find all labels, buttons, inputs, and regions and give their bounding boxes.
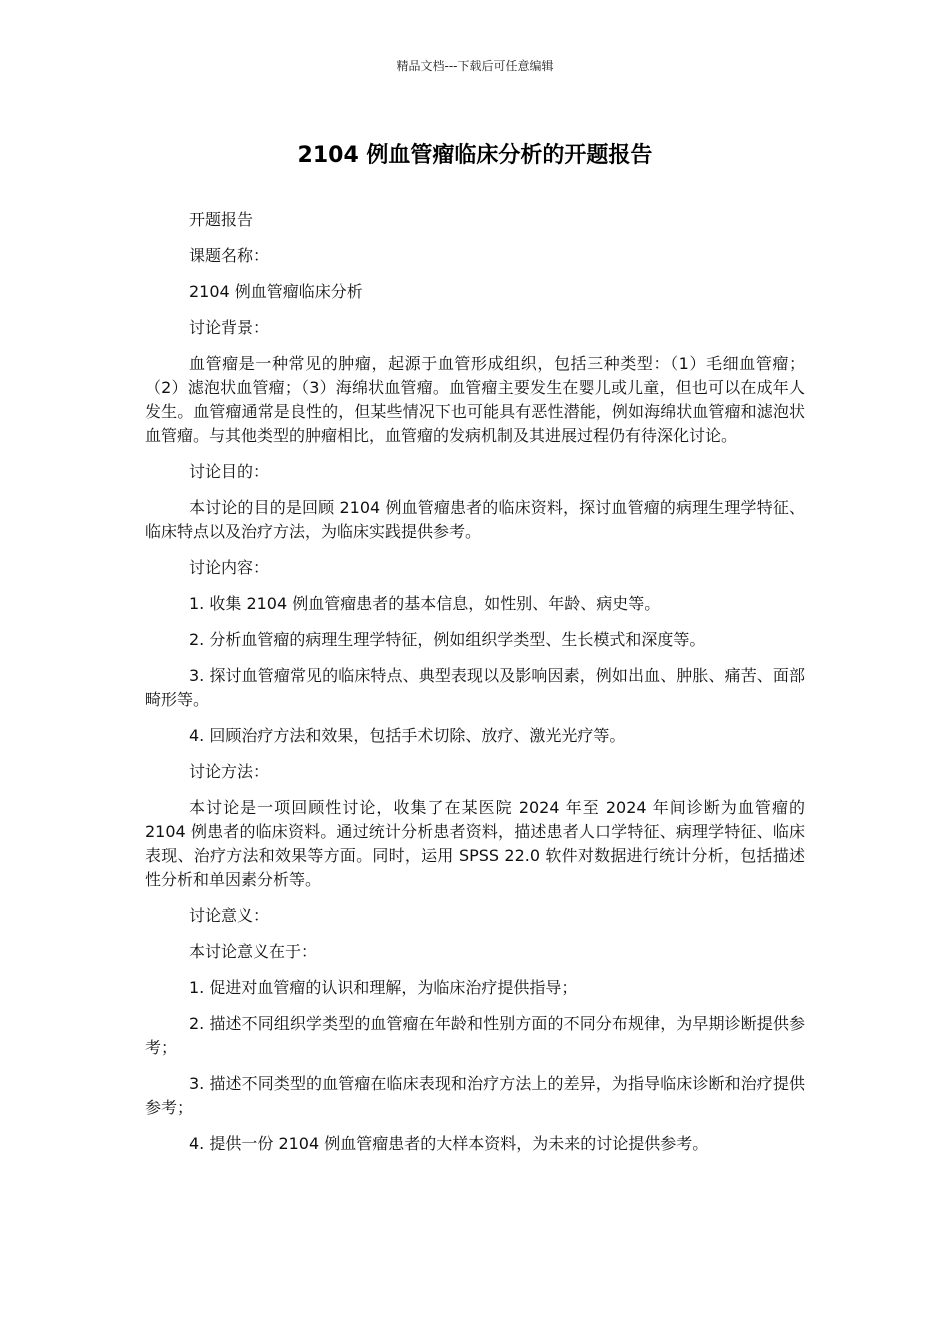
topic-name-value: 2104 例血管瘤临床分析 xyxy=(189,282,363,301)
list-item-content-4: 4. 回顾治疗方法和效果，包括手术切除、放疗、激光光疗等。 xyxy=(189,726,626,745)
heading-background: 讨论背景： xyxy=(189,318,270,337)
label-topic-name: 课题名称： xyxy=(189,246,270,265)
document-title: 2104 例血管瘤临床分析的开题报告 xyxy=(297,143,653,168)
section-label-report: 开题报告 xyxy=(189,210,254,229)
heading-significance: 讨论意义： xyxy=(189,906,270,925)
list-item-significance-1: 1. 促进对血管瘤的认识和理解，为临床治疗提供指导； xyxy=(189,978,578,997)
heading-purpose: 讨论目的： xyxy=(189,462,270,481)
paragraph-method: 本讨论是一项回顾性讨论，收集了在某医院 2024 年至 2024 年间诊断为血管瘤的 2104 例患者的临床资料。通过统计分析患者资料，描述患者人口学特征、病理学特征、临床表现、治疗方法和效果等方面。同时，运用 SPSS 22.0 软件对数据进行统计分析，包括描述性分析和单因素分析等。 xyxy=(145,798,805,889)
list-item-significance-2: 2. 描述不同组织学类型的血管瘤在年龄和性别方面的不同分布规律，为早期诊断提供参考； xyxy=(145,1014,805,1057)
paragraph-significance-intro: 本讨论意义在于： xyxy=(189,942,318,961)
list-item-content-1: 1. 收集 2104 例血管瘤患者的基本信息，如性别、年龄、病史等。 xyxy=(189,594,661,613)
document-body xyxy=(145,208,805,1168)
list-item-significance-3: 3. 描述不同类型的血管瘤在临床表现和治疗方法上的差异，为指导临床诊断和治疗提供参考； xyxy=(145,1074,805,1117)
heading-content: 讨论内容： xyxy=(189,558,270,577)
paragraph-background: 血管瘤是一种常见的肿瘤，起源于血管形成组织，包括三种类型：（1）毛细血管瘤；（2）滤泡状血管瘤；（3）海绵状血管瘤。血管瘤主要发生在婴儿或儿童，但也可以在成年人发生。血管瘤通常是良性的，但某些情况下也可能具有恶性潜能，例如海绵状血管瘤和滤泡状血管瘤。与其他类型的肿瘤相比，血管瘤的发病机制及其进展过程仍有待深化讨论。 xyxy=(145,354,805,445)
list-item-significance-4: 4. 提供一份 2104 例血管瘤患者的大样本资料，为未来的讨论提供参考。 xyxy=(189,1134,709,1153)
heading-method: 讨论方法： xyxy=(189,762,270,781)
list-item-content-2: 2. 分析血管瘤的病理生理学特征，例如组织学类型、生长模式和深度等。 xyxy=(189,630,706,649)
list-item-content-3: 3. 探讨血管瘤常见的临床特点、典型表现以及影响因素，例如出血、肿胀、痛苦、面部畸形等。 xyxy=(145,666,805,709)
paragraph-purpose: 本讨论的目的是回顾 2104 例血管瘤患者的临床资料，探讨血管瘤的病理生理学特征、临床特点以及治疗方法，为临床实践提供参考。 xyxy=(145,498,805,541)
page-header: 精品文档---下载后可任意编辑 xyxy=(396,59,554,73)
